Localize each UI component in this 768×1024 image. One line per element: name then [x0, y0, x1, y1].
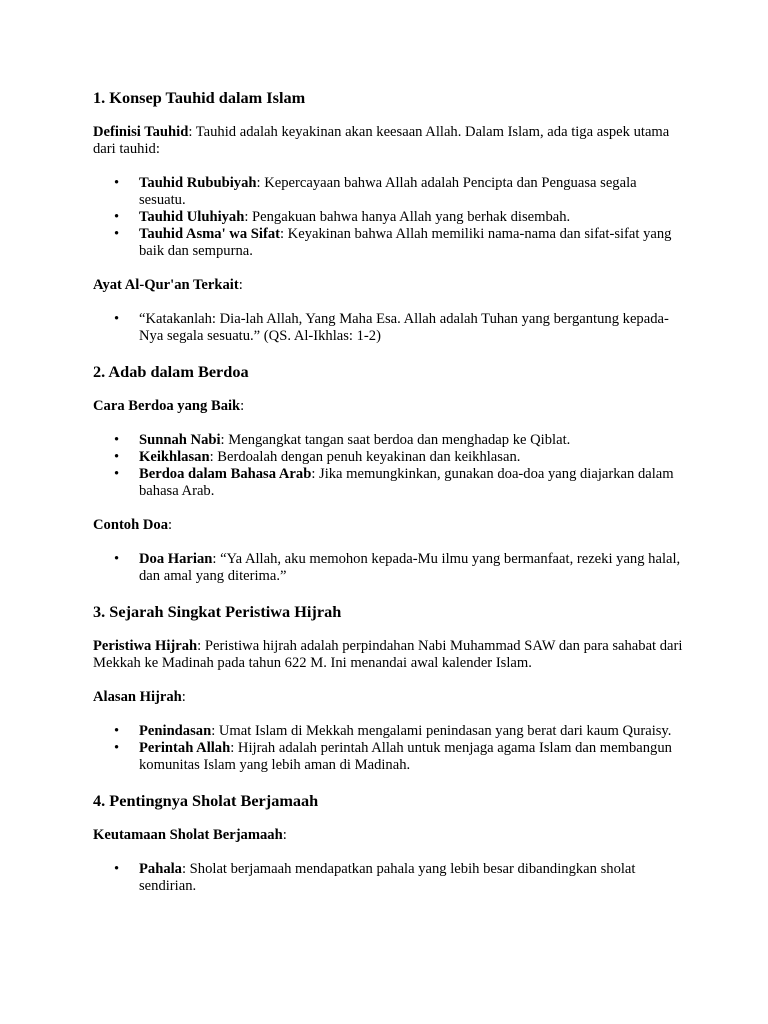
ayat-list	[93, 311, 685, 345]
ayat-colon: :	[238, 277, 243, 293]
contoh-doa-label-paragraph	[93, 517, 685, 534]
list-item-text: : Umat Islam di Mekkah mengalami penindasan yang berat dari kaum Quraisy.	[211, 723, 672, 739]
ayat-label-paragraph	[93, 277, 685, 294]
list-item-text: : Sholat berjamaah mendapatkan pahala yang lebih besar dibandingkan sholat sendirian.	[139, 861, 636, 894]
list-item-term: Tauhid Rububiyah	[139, 175, 257, 191]
alasan-hijrah-label-paragraph	[93, 689, 685, 706]
list-item-term: Keikhlasan	[139, 449, 210, 465]
contoh-doa-list	[93, 551, 685, 585]
list-item	[139, 740, 685, 774]
list-item	[139, 466, 685, 500]
list-item-term: Perintah Allah	[139, 740, 231, 756]
list-item-term: Sunnah Nabi	[139, 432, 221, 448]
list-item-term: Doa Harian	[139, 551, 213, 567]
definisi-tauhid-label: Definisi Tauhid	[93, 124, 189, 140]
contoh-doa-colon: :	[168, 517, 173, 533]
keutamaan-colon: :	[282, 827, 287, 843]
peristiwa-hijrah-paragraph	[93, 638, 685, 672]
section-heading-berdoa: 2. Adab dalam Berdoa	[93, 362, 249, 381]
alasan-hijrah-list	[93, 723, 685, 774]
peristiwa-hijrah-label: Peristiwa Hijrah	[93, 638, 198, 654]
cara-berdoa-list	[93, 432, 685, 500]
contoh-doa-label: Contoh Doa	[93, 517, 169, 533]
list-item-term: Tauhid Asma' wa Sifat	[139, 226, 280, 242]
list-item	[139, 311, 685, 345]
list-item-text: : Mengangkat tangan saat berdoa dan menghadap ke Qiblat.	[220, 432, 571, 448]
list-item-text: : Berdoalah dengan penuh keyakinan dan keikhlasan.	[209, 449, 521, 465]
list-item-term: Penindasan	[139, 723, 212, 739]
list-item	[139, 551, 685, 585]
keutamaan-list	[93, 861, 685, 895]
list-item	[139, 432, 685, 449]
list-item	[139, 723, 685, 740]
list-item-term: Pahala	[139, 861, 182, 877]
list-item-text: : Keyakinan bahwa Allah memiliki nama-nama dan sifat-sifat yang baik dan sempurna.	[139, 226, 672, 259]
keutamaan-label: Keutamaan Sholat Berjamaah	[93, 827, 283, 843]
list-item-text: : Jika memungkinkan, gunakan doa-doa yang diajarkan dalam bahasa Arab.	[139, 466, 674, 499]
cara-berdoa-label-paragraph	[93, 398, 685, 415]
peristiwa-hijrah-text: : Peristiwa hijrah adalah perpindahan Nabi Muhammad SAW dan para sahabat dari Mekkah ke Madinah pada tahun 622 M. Ini menandai awal kalender Islam.	[93, 638, 683, 671]
definisi-tauhid-text: : Tauhid adalah keyakinan akan keesaan Allah. Dalam Islam, ada tiga aspek utama dari tauhid:	[93, 124, 670, 157]
section-heading-tauhid: 1. Konsep Tauhid dalam Islam	[93, 88, 306, 107]
ayat-label: Ayat Al-Qur'an Terkait	[93, 277, 239, 293]
definisi-tauhid-paragraph	[93, 124, 685, 158]
alasan-hijrah-colon: :	[181, 689, 186, 705]
cara-berdoa-label: Cara Berdoa yang Baik	[93, 398, 241, 414]
list-item-term: Berdoa dalam Bahasa Arab	[139, 466, 312, 482]
list-item	[139, 861, 685, 895]
list-item	[139, 226, 685, 260]
document-page	[93, 88, 685, 895]
list-item-text: : Hijrah adalah perintah Allah untuk menjaga agama Islam dan membangun komunitas Islam yang lebih aman di Madinah.	[139, 740, 672, 773]
keutamaan-label-paragraph	[93, 827, 685, 844]
tauhid-aspects-list	[93, 175, 685, 260]
list-item	[139, 449, 685, 466]
list-item	[139, 175, 685, 209]
list-item-text: : Pengakuan bahwa hanya Allah yang berhak disembah.	[244, 209, 571, 225]
list-item-text: : “Ya Allah, aku memohon kepada-Mu ilmu yang bermanfaat, rezeki yang halal, dan amal yang diterima.”	[139, 551, 681, 584]
list-item	[139, 209, 685, 226]
section-heading-sholat: 4. Pentingnya Sholat Berjamaah	[93, 791, 319, 810]
alasan-hijrah-label: Alasan Hijrah	[93, 689, 182, 705]
ayat-quote: “Katakanlah: Dia-lah Allah, Yang Maha Esa. Allah adalah Tuhan yang bergantung kepada-Nya segala sesuatu.” (QS. Al-Ikhlas: 1-2)	[139, 311, 669, 344]
list-item-term: Tauhid Uluhiyah	[139, 209, 245, 225]
cara-berdoa-colon: :	[240, 398, 245, 414]
list-item-text: : Kepercayaan bahwa Allah adalah Pencipta dan Penguasa segala sesuatu.	[139, 175, 637, 208]
section-heading-hijrah: 3. Sejarah Singkat Peristiwa Hijrah	[93, 602, 342, 621]
